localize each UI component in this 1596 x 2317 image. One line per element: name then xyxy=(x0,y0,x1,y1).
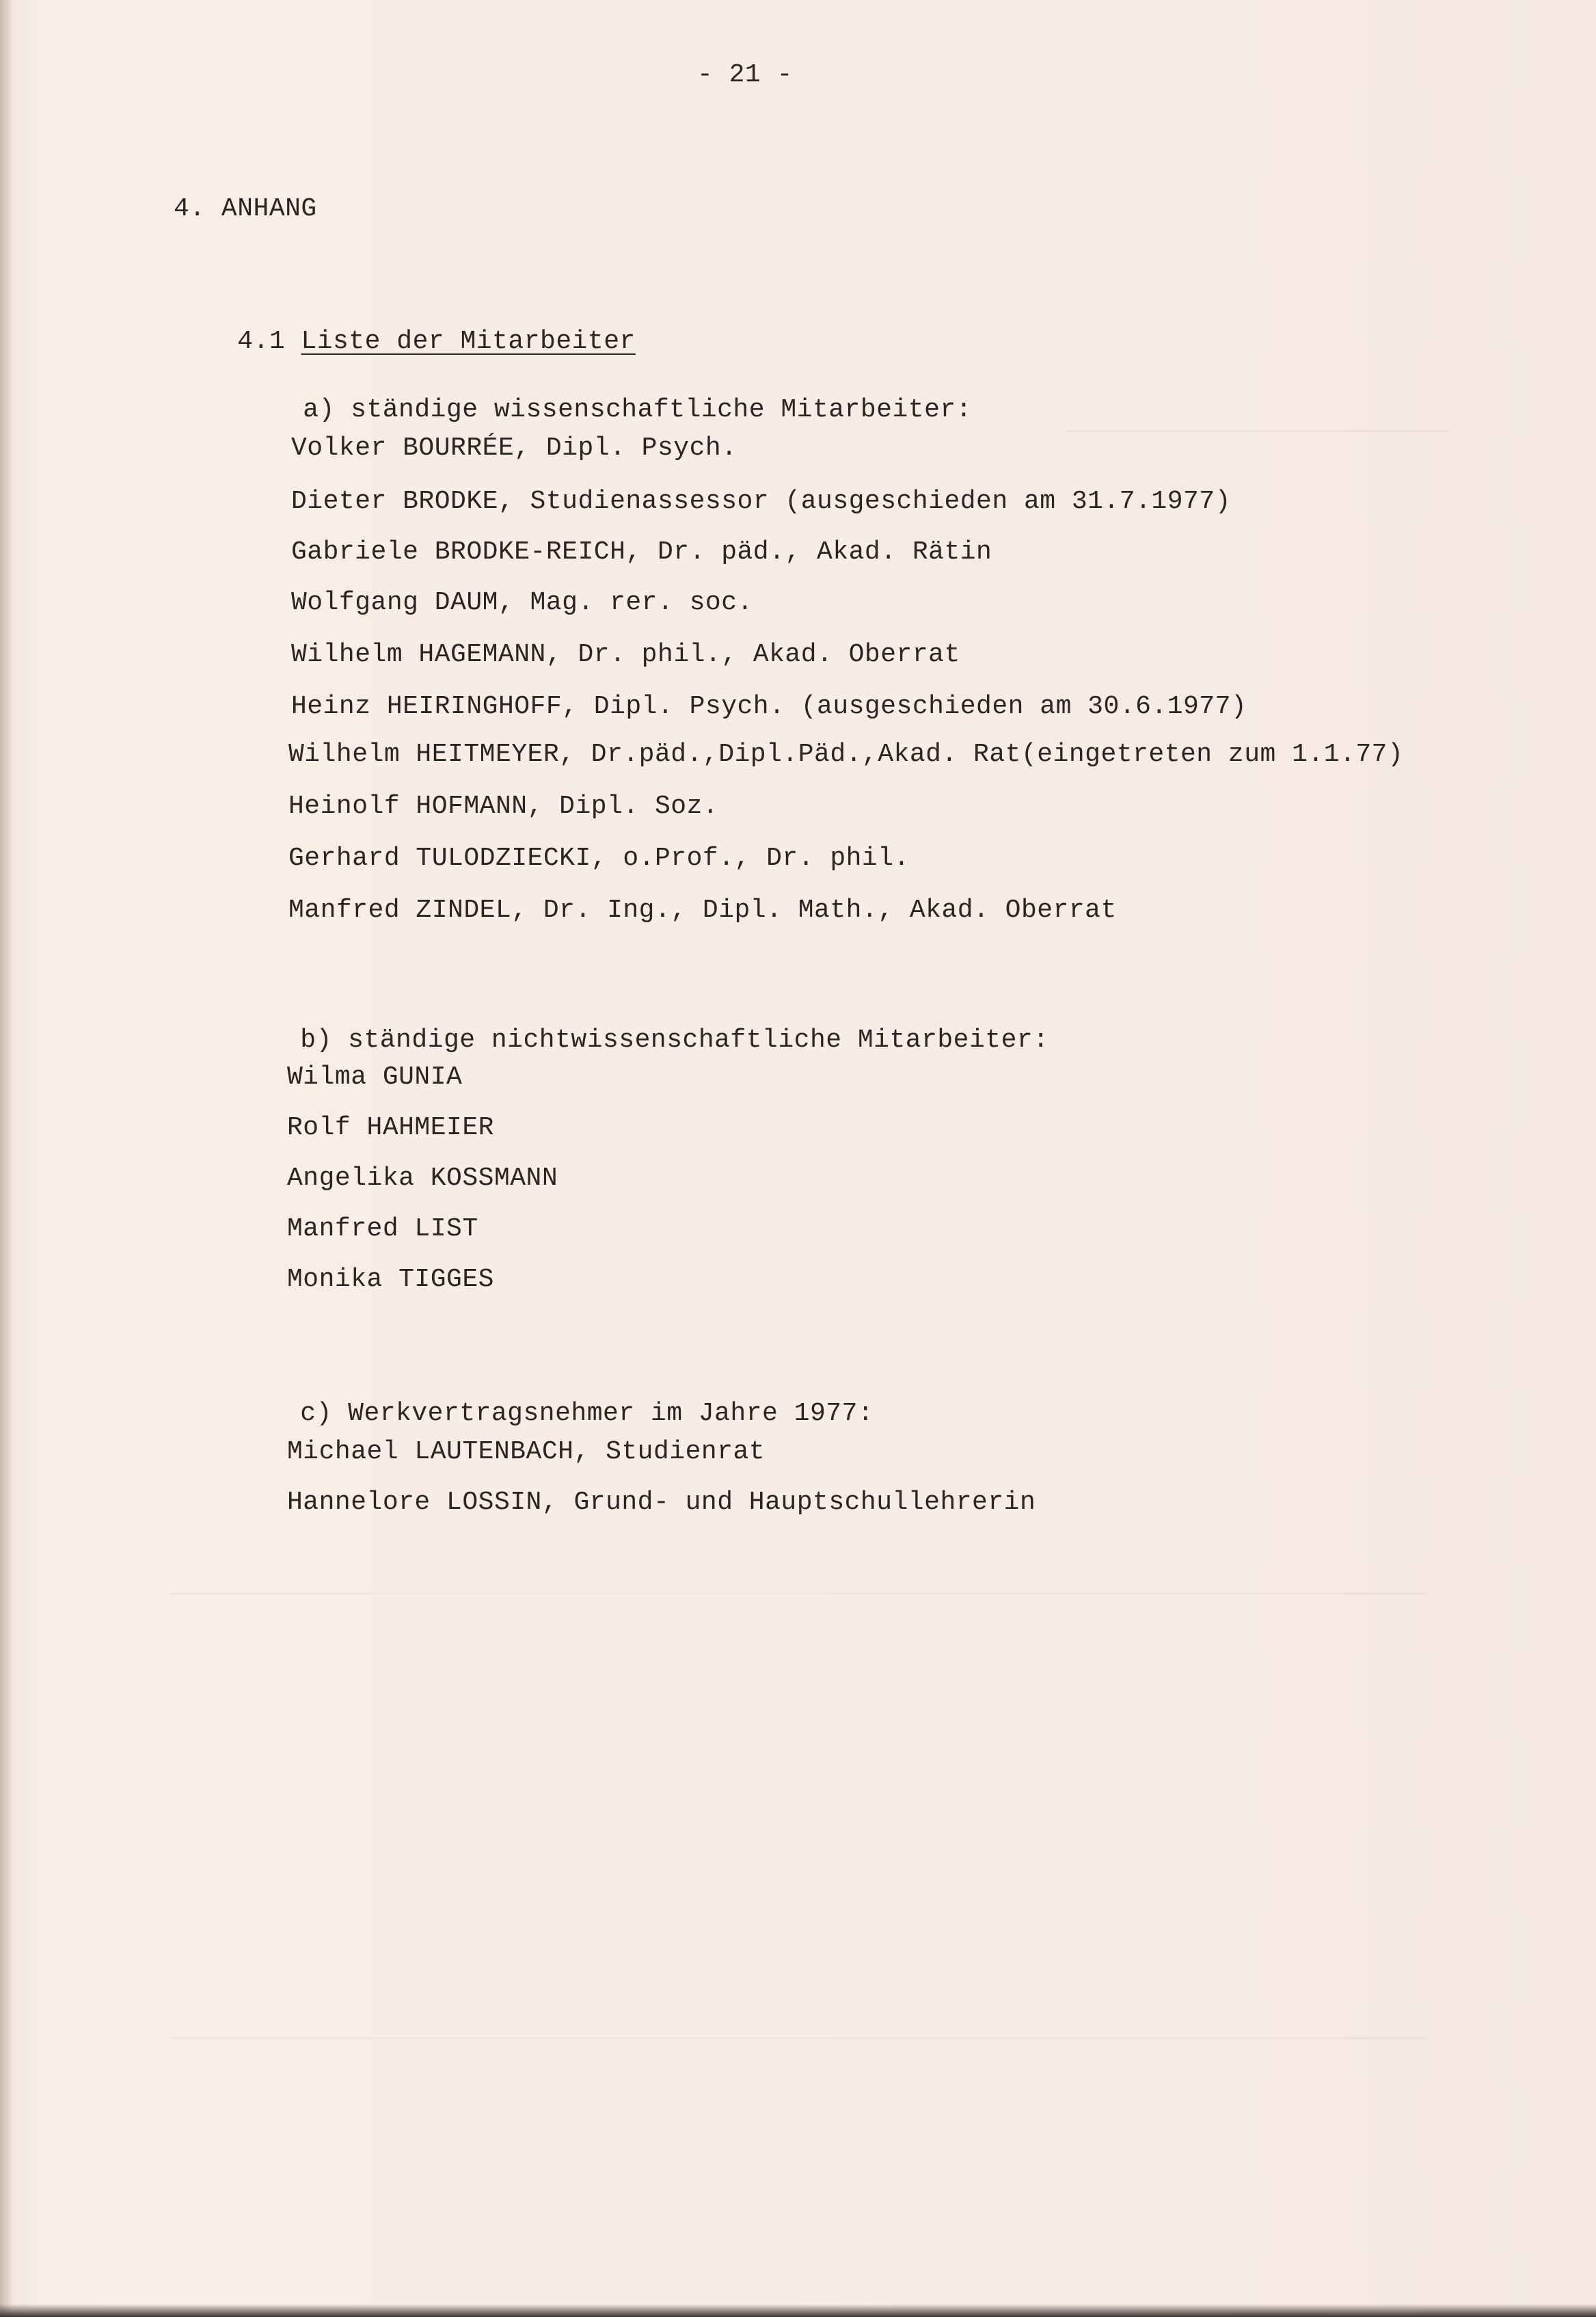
list-item: Heinolf HOFMANN, Dipl. Soz. xyxy=(288,792,719,821)
group-b-title: ständige nichtwissenschaftliche Mitarbeiter: xyxy=(348,1026,1049,1055)
list-item: Heinz HEIRINGHOFF, Dipl. Psych. (ausgeschieden am 30.6.1977) xyxy=(291,692,1247,721)
group-a-label: a) xyxy=(303,395,335,425)
bleed-through-rule xyxy=(171,1593,1429,1594)
group-c-title: Werkvertragsnehmer im Jahre 1977: xyxy=(348,1399,874,1428)
section-heading: 4. ANHANG xyxy=(174,194,317,224)
list-item: Manfred LIST xyxy=(287,1214,478,1244)
group-b-label: b) xyxy=(300,1026,332,1055)
list-item: Wilma GUNIA xyxy=(287,1062,463,1092)
list-item: Rolf HAHMEIER xyxy=(287,1113,494,1142)
list-item: Manfred ZINDEL, Dr. Ing., Dipl. Math., Akad. Oberrat xyxy=(288,896,1117,925)
page-number: - 21 - xyxy=(697,60,793,90)
list-item: Monika TIGGES xyxy=(287,1265,494,1294)
list-item: Gabriele BRODKE-REICH, Dr. päd., Akad. Rätin xyxy=(291,537,992,567)
list-item: Michael LAUTENBACH, Studienrat xyxy=(287,1437,766,1466)
list-item: Angelika KOSSMANN xyxy=(287,1164,558,1193)
subsection-title: Liste der Mitarbeiter xyxy=(301,327,636,356)
subsection-number: 4.1 xyxy=(237,327,286,356)
list-item: Wilhelm HEITMEYER, Dr.päd.,Dipl.Päd.,Akad. Rat(eingetreten zum 1.1.77) xyxy=(288,740,1404,769)
group-c-label: c) xyxy=(300,1399,332,1428)
list-item: Hannelore LOSSIN, Grund- und Hauptschullehrerin xyxy=(287,1488,1036,1517)
group-a-title: ständige wissenschaftliche Mitarbeiter: xyxy=(351,395,972,425)
list-item: Gerhard TULODZIECKI, o.Prof., Dr. phil. xyxy=(288,844,910,873)
bleed-through-rule xyxy=(171,2037,1429,2039)
list-item: Dieter BRODKE, Studienassessor (ausgeschieden am 31.7.1977) xyxy=(291,487,1231,516)
spine-shadow xyxy=(0,0,12,2317)
list-item: Wilhelm HAGEMANN, Dr. phil., Akad. Oberrat xyxy=(291,640,960,669)
bleed-through-rule xyxy=(1066,431,1449,432)
page-bottom-edge xyxy=(0,2304,1596,2317)
list-item: Volker BOURRÉE, Dipl. Psych. xyxy=(291,433,738,463)
list-item: Wolfgang DAUM, Mag. rer. soc. xyxy=(291,588,753,617)
